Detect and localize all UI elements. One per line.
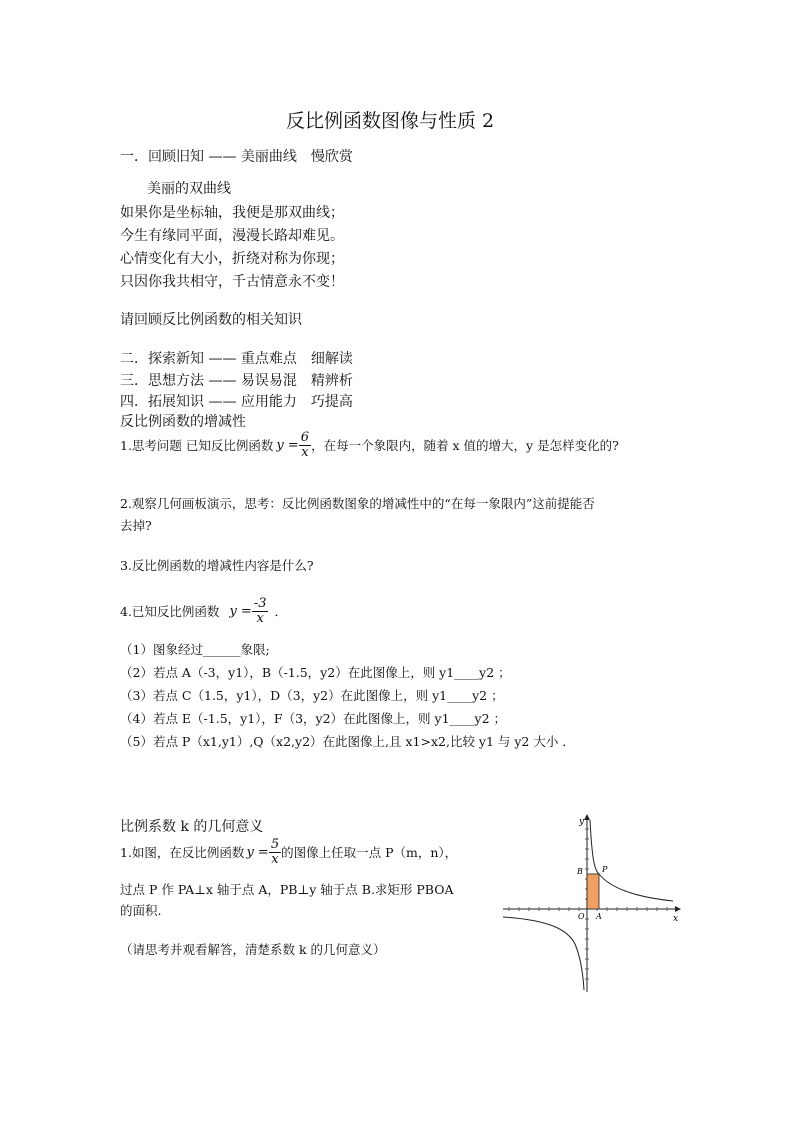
question-4 bbox=[120, 597, 287, 625]
question-4-prefix: 4.已知反比例函数 bbox=[120, 604, 220, 620]
question-4-item-3: （3）若点 C（1.5，y1），D（3，y2）在此图像上，则 y1____y2 ； bbox=[120, 688, 504, 703]
label-a: A bbox=[596, 912, 602, 921]
poem-line-3: 心情变化有大小，折绕对称为你现； bbox=[120, 251, 344, 267]
poem-line-4: 只因你我共相守，千古情意永不变！ bbox=[120, 274, 344, 290]
equation-lhs: y = bbox=[229, 603, 252, 619]
poem-line-1: 如果你是坐标轴，我便是那双曲线； bbox=[120, 205, 344, 221]
geometry-hint: （请思考并观看解答，清楚系数 k 的几何意义） bbox=[120, 942, 386, 957]
fraction-denominator: x bbox=[256, 610, 264, 626]
geometry-heading: 比例系数 k 的几何意义 bbox=[120, 819, 264, 835]
fraction-denominator: x bbox=[301, 444, 309, 460]
monotonic-heading: 反比例函数的增减性 bbox=[120, 414, 246, 430]
question-1-suffix: ，在每一个象限内，随着 x 值的增大，y 是怎样变化的? bbox=[311, 438, 619, 454]
label-b: B bbox=[577, 867, 583, 876]
fraction-numerator: 6 bbox=[300, 430, 310, 445]
geometry-problem-line-2: 过点 P 作 PA⊥x 轴于点 A，PB⊥y 轴于点 B.求矩形 PBOA bbox=[120, 882, 454, 897]
question-4-item-5: （5）若点 P（x1,y1）,Q（x2,y2）在此图像上,且 x1>x2,比较 y1 与 y2 大小 ． bbox=[120, 734, 575, 749]
geometry-problem-suffix: 的图像上任取一点 P（m，n）， bbox=[281, 845, 458, 861]
x-axis-arrow bbox=[675, 906, 681, 912]
hyperbola-branch-q1 bbox=[590, 820, 673, 901]
section-heading-extend: 四．拓展知识 —— 应用能力 巧提高 bbox=[120, 394, 353, 410]
question-4-item-4: （4）若点 E（-1.5，y1），F（3，y2）在此图像上，则 y1____y2 ； bbox=[120, 711, 507, 726]
hyperbola-branch-q3 bbox=[503, 917, 584, 990]
label-o: O bbox=[578, 912, 585, 921]
y-axis-arrow bbox=[584, 814, 590, 820]
hyperbola-figure bbox=[495, 812, 685, 997]
section-heading-explore: 二．探索新知 —— 重点难点 细解读 bbox=[120, 351, 353, 367]
question-2-line-1: 2.观察几何画板演示，思考：反比例函数图象的增减性中的“在每一象限内”这前提能否 bbox=[120, 496, 595, 511]
question-4-suffix: ． bbox=[274, 604, 287, 620]
poem-title: 美丽的双曲线 bbox=[147, 181, 231, 197]
equation-lhs: y = bbox=[276, 437, 299, 453]
question-1-prefix: 1.思考问题 已知反比例函数 bbox=[120, 438, 274, 454]
fraction-numerator: -3 bbox=[253, 596, 267, 611]
section-heading-review: 一．回顾旧知 —— 美丽曲线 慢欣赏 bbox=[120, 149, 353, 165]
geometry-problem-prefix: 1.如图，在反比例函数 bbox=[120, 845, 245, 861]
fraction-5-over-x bbox=[269, 838, 281, 866]
geometry-problem-line-3: 的面积. bbox=[120, 903, 162, 918]
fraction-numerator: 5 bbox=[270, 837, 280, 852]
question-4-item-2: （2）若点 A（-3，y1），B（-1.5，y2）在此图像上，则 y1____y2 ； bbox=[120, 665, 511, 680]
fraction-6-over-x bbox=[299, 431, 311, 459]
section-heading-method: 三．思想方法 —— 易误易混 精辨析 bbox=[120, 373, 353, 389]
question-4-item-1: （1）图象经过______象限; bbox=[120, 642, 270, 657]
poem-line-2: 今生有缘同平面，漫漫长路却难见。 bbox=[120, 228, 344, 244]
rectangle-pboa bbox=[587, 874, 599, 909]
fraction-denominator: x bbox=[271, 851, 279, 867]
geometry-problem-line-1 bbox=[120, 838, 457, 866]
question-1 bbox=[120, 431, 619, 459]
equation-lhs: y = bbox=[246, 844, 269, 860]
fraction-neg3-over-x bbox=[252, 597, 269, 625]
label-y: y bbox=[579, 817, 585, 827]
question-3: 3.反比例函数的增减性内容是什么? bbox=[120, 558, 314, 573]
label-x: x bbox=[673, 914, 679, 924]
question-2-line-2: 去掉? bbox=[120, 518, 152, 533]
label-p: P bbox=[602, 865, 608, 874]
page-title: 反比例函数图像与性质 2 bbox=[286, 110, 495, 132]
recall-prompt: 请回顾反比例函数的相关知识 bbox=[120, 312, 302, 328]
